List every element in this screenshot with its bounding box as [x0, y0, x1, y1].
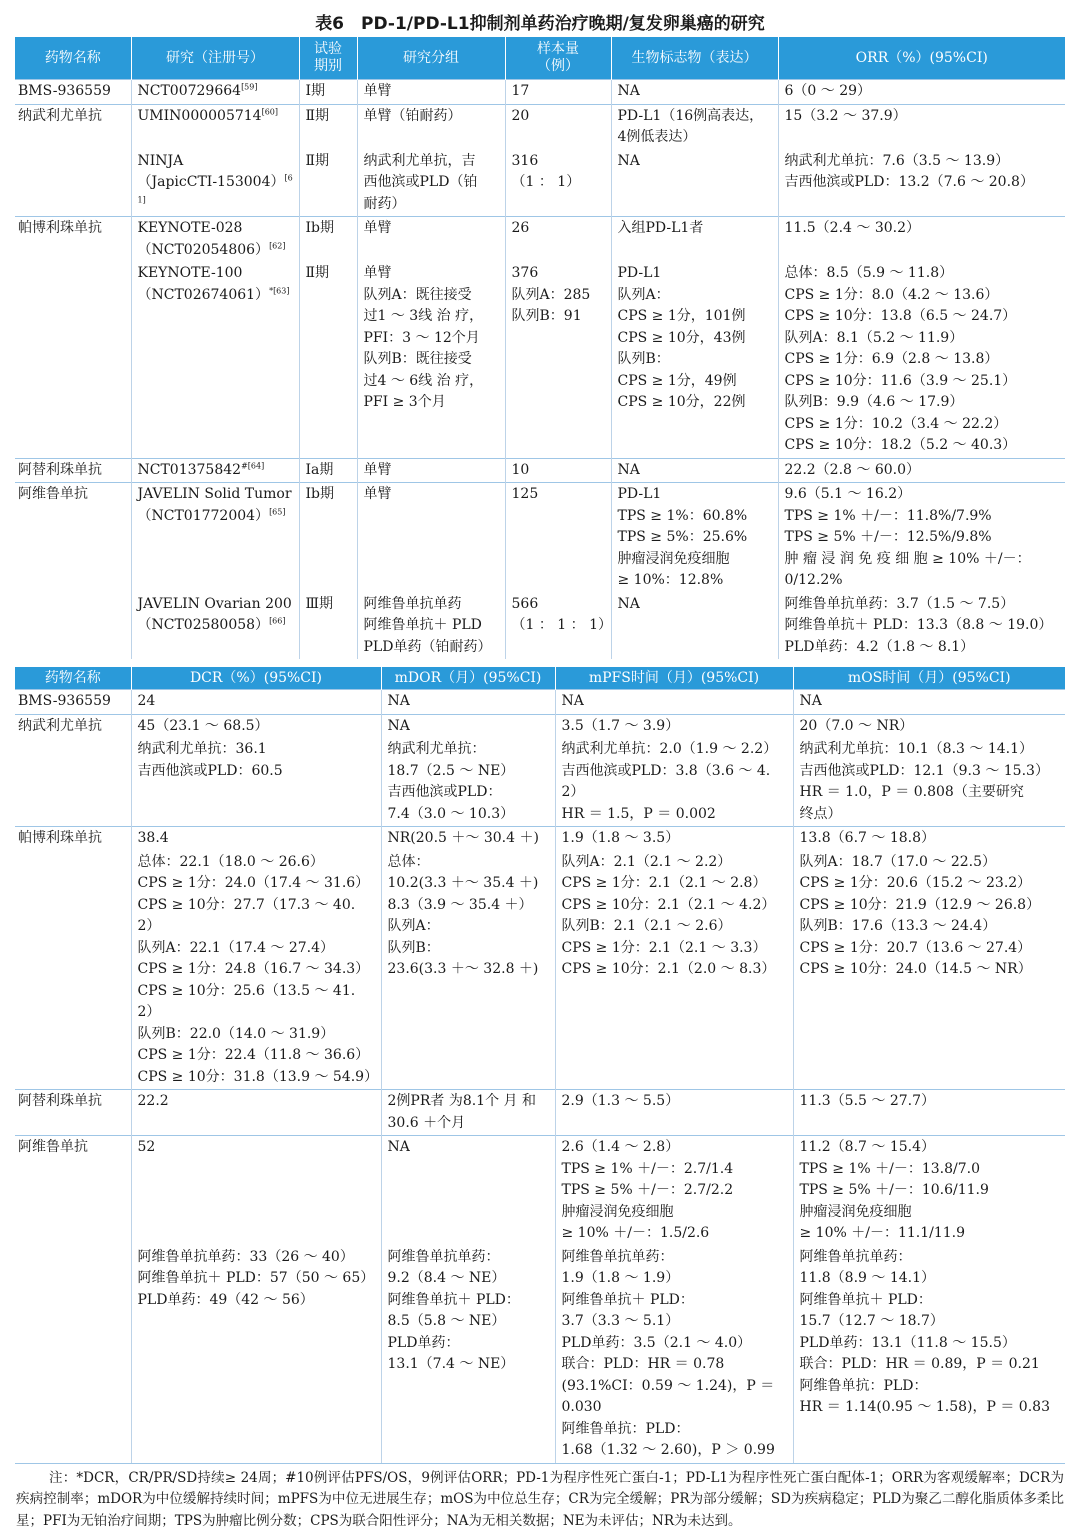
cell-text: 单臂	[364, 462, 392, 478]
cell-orr	[778, 262, 1065, 458]
cell-bio	[611, 217, 778, 263]
cell-text: 15（3.2 ～ 37.9）	[785, 108, 907, 124]
col-header-study: 研究（注册号）	[131, 37, 299, 80]
cell-mos: NA	[793, 690, 1065, 715]
cell-mpfs: 阿维鲁单抗单药： 1.9（1.8 ～ 1.9） 阿维鲁单抗＋ PLD： 3.7（3.3 ～ 5.1） PLD单药：3.5（2.1 ～ 4.0） 联合：PLD：HR ＝ 0.78 (93.1%CI：0.59 ～ 1.24)，P ＝ 0.030 阿维鲁单抗：PLD： 1.68（1.32 ～ 2.60)，P ＞ 0.99	[555, 1246, 793, 1463]
cell-mdor: 纳武利尤单抗： 18.7（2.5 ～ NE） 吉西他滨或PLD： 7.4（3.0 ～ 10.3）	[381, 738, 555, 827]
cell-orr	[778, 593, 1065, 660]
cell-mpfs: 1.9（1.8 ～ 3.5）	[555, 827, 793, 851]
cell-mpfs: 3.5（1.7 ～ 3.9）	[555, 714, 793, 738]
reference-marker: [59]	[241, 82, 257, 91]
table-row	[15, 458, 1065, 483]
cell-text: 单臂（铂耐药）	[364, 108, 462, 124]
cell-orr	[778, 217, 1065, 263]
cell-text: KEYNOTE-100 （NCT02674061）	[138, 265, 270, 303]
cell-bio	[611, 458, 778, 483]
cell-phase	[299, 262, 357, 458]
cell-text: Ⅱ期	[306, 265, 330, 281]
cell-text: 20	[512, 108, 530, 124]
cell-mos: 11.2（8.7 ～ 15.4） TPS ≥ 1% ＋/－：13.8/7.0 TPS ≥ 5% ＋/－：10.6/11.9 肿瘤浸润免疫细胞 ≥ 10% ＋/－：11.1/11.9	[793, 1136, 1065, 1246]
cell-text: NCT01375842	[138, 462, 242, 478]
table-row	[15, 262, 1065, 458]
col-header-drug: 药物名称	[15, 667, 131, 690]
cell-orr	[778, 483, 1065, 593]
cell-bio	[611, 150, 778, 217]
cell-text: 316 （1 ： 1）	[512, 153, 581, 191]
cell-text: PD-L1 队列A： CPS ≥ 1分，101例 CPS ≥ 10分，43例 队列B： CPS ≥ 1分，49例 CPS ≥ 10分，22例	[618, 265, 746, 410]
cell-drug: 帕博利珠单抗	[15, 827, 131, 851]
table-row	[15, 1136, 1065, 1246]
table-row	[15, 150, 1065, 217]
cell-orr	[778, 80, 1065, 105]
cell-drug	[15, 150, 131, 217]
cell-bio	[611, 80, 778, 105]
cell-phase	[299, 483, 357, 593]
cell-mdor: 总体： 10.2(3.3 ＋～ 35.4 ＋) 8.3（3.9 ～ 35.4 ＋） 队列A： 队列B： 23.6(3.3 ＋～ 32.8 ＋)	[381, 851, 555, 1090]
cell-phase	[299, 150, 357, 217]
cell-text: JAVELIN Ovarian 200 （NCT02580058）	[138, 596, 292, 634]
cell-drug: 阿维鲁单抗	[15, 1136, 131, 1246]
cell-group	[357, 80, 505, 105]
cell-n	[505, 150, 611, 217]
cell-mos: 阿维鲁单抗单药： 11.8（8.9 ～ 14.1） 阿维鲁单抗＋ PLD： 15.7（12.7 ～ 18.7） PLD单药：13.1（11.8 ～ 15.5） 联合：PLD：HR ＝ 0.89，P ＝ 0.21 阿维鲁单抗：PLD： HR ＝ 1.14(0.95 ～ 1.58)，P ＝ 0.83	[793, 1246, 1065, 1463]
cell-text: 单臂	[364, 220, 392, 236]
cell-mos: 纳武利尤单抗：10.1（8.3 ～ 14.1） 吉西他滨或PLD：12.1（9.3 ～ 15.3） HR ＝ 1.0，P ＝ 0.808（主要研究 终点）	[793, 738, 1065, 827]
cell-text: 阿替利珠单抗	[18, 462, 102, 478]
cell-n	[505, 262, 611, 458]
cell-text: PD-L1（16例高表达， 4例低表达）	[618, 108, 764, 146]
cell-text: NA	[618, 462, 640, 478]
col-header-biomarker: 生物标志物（表达）	[611, 37, 778, 80]
col-header-orr: ORR（%）(95%CI)	[778, 37, 1065, 80]
cell-text: 帕博利珠单抗	[18, 220, 102, 236]
cell-dcr: 52	[131, 1136, 381, 1246]
cell-drug	[15, 80, 131, 105]
table-row	[15, 104, 1065, 150]
col-header-mos: mOS时间（月）(95%CI)	[793, 667, 1065, 690]
col-header-mpfs: mPFS时间（月）(95%CI)	[555, 667, 793, 690]
cell-mdor: NA	[381, 1136, 555, 1246]
cell-mos: 队列A：18.7（17.0 ～ 22.5） CPS ≥ 1分：20.6（15.2 ～ 23.2） CPS ≥ 10分：21.9（12.9 ～ 26.8） 队列B：17.6（13.3 ～ 24.4） CPS ≥ 1分：20.7（13.6 ～ 27.4） CPS ≥ 10分：24.0（14.5 ～ NR）	[793, 851, 1065, 1090]
cell-drug	[15, 217, 131, 263]
cell-orr	[778, 150, 1065, 217]
cell-mpfs: 2.9（1.3 ～ 5.5）	[555, 1090, 793, 1136]
cell-text: 单臂 队列A：既往接受 过1 ～ 3线 治 疗， PFI：3 ～ 12个月 队列B：既往接受 过4 ～ 6线 治 疗， PFI ≥ 3个月	[364, 265, 484, 410]
cell-dcr: 38.4	[131, 827, 381, 851]
cell-mos: 20（7.0 ～ NR）	[793, 714, 1065, 738]
cell-text: 566 （1 ： 1 ： 1）	[512, 596, 613, 634]
cell-text: UMIN000005714	[138, 108, 262, 124]
cell-drug: 纳武利尤单抗	[15, 714, 131, 738]
table-row	[15, 593, 1065, 660]
table-row	[15, 217, 1065, 263]
cell-text: Ⅱ期	[306, 108, 330, 124]
table-bottom-rule	[15, 1463, 1065, 1464]
cell-group	[357, 458, 505, 483]
cell-drug	[15, 262, 131, 458]
cell-dcr: 45（23.1 ～ 68.5）	[131, 714, 381, 738]
cell-n	[505, 217, 611, 263]
cell-bio	[611, 483, 778, 593]
cell-text: KEYNOTE-028 （NCT02054806）	[138, 220, 270, 258]
cell-phase	[299, 458, 357, 483]
cell-orr	[778, 458, 1065, 483]
reference-marker: [60]	[262, 107, 278, 116]
cell-text: 376 队列A：285 队列B：91	[512, 265, 591, 324]
cell-text: NA	[618, 83, 640, 99]
cell-group	[357, 150, 505, 217]
cell-mdor: NA	[381, 714, 555, 738]
cell-group	[357, 217, 505, 263]
cell-mdor: 阿维鲁单抗单药： 9.2（8.4 ～ NE） 阿维鲁单抗＋ PLD： 8.5（5.8 ～ NE） PLD单药： 13.1（7.4 ～ NE）	[381, 1246, 555, 1463]
cell-mos: 13.8（6.7 ～ 18.8）	[793, 827, 1065, 851]
cell-text: 17	[512, 83, 530, 99]
cell-dcr: 纳武利尤单抗：36.1 吉西他滨或PLD：60.5	[131, 738, 381, 827]
cell-bio	[611, 104, 778, 150]
cell-text: 26	[512, 220, 530, 236]
cell-dcr: 24	[131, 690, 381, 715]
cell-n	[505, 104, 611, 150]
table-row	[15, 1090, 1065, 1136]
table-title: 表6 PD-1/PD-L1抑制剂单药治疗晚期/复发卵巢癌的研究	[0, 0, 1080, 37]
cell-bio	[611, 262, 778, 458]
cell-study	[131, 80, 299, 105]
table-row	[15, 738, 1065, 827]
cell-study	[131, 262, 299, 458]
cell-mdor: NR(20.5 ＋～ 30.4 ＋)	[381, 827, 555, 851]
cell-mos: 11.3（5.5 ～ 27.7）	[793, 1090, 1065, 1136]
table-row	[15, 483, 1065, 593]
cell-text: BMS-936559	[18, 83, 111, 99]
cell-study	[131, 150, 299, 217]
table-1	[15, 37, 1065, 659]
cell-group	[357, 104, 505, 150]
cell-dcr: 22.2	[131, 1090, 381, 1136]
cell-drug	[15, 738, 131, 827]
cell-text: Ⅰb期	[306, 220, 335, 236]
table-2-body	[15, 690, 1065, 1463]
table-2-header	[15, 667, 1065, 690]
cell-study	[131, 217, 299, 263]
cell-text: 125	[512, 486, 539, 502]
cell-orr	[778, 104, 1065, 150]
col-header-phase: 试验 期别	[299, 37, 357, 80]
cell-text: NINJA （JapicCTI-153004）	[138, 153, 285, 191]
cell-group	[357, 483, 505, 593]
cell-bio	[611, 593, 778, 660]
cell-text: 总体：8.5（5.9 ～ 11.8） CPS ≥ 1分：8.0（4.2 ～ 13.6） CPS ≥ 10分：13.8（6.5 ～ 24.7） 队列A：8.1（5.2 ～ 11.9） CPS ≥ 1分：6.9（2.8 ～ 13.8） CPS ≥ 10分：11.6（3.9 ～ 25.1） 队列B：9.9（4.6 ～ 17.9） CPS ≥ 1分：10.2（3.4 ～ 22.2） CPS ≥ 10分：18.2（5.2 ～ 40.3）	[785, 265, 1017, 453]
cell-dcr: 阿维鲁单抗单药：33（26 ～ 40） 阿维鲁单抗＋ PLD：57（50 ～ 65） PLD单药：49（42 ～ 56）	[131, 1246, 381, 1463]
reference-marker: *[63]	[269, 286, 289, 295]
reference-marker: [62]	[269, 241, 285, 250]
cell-phase	[299, 104, 357, 150]
table-row	[15, 827, 1065, 851]
cell-text: NA	[618, 596, 640, 612]
reference-marker: [66]	[269, 616, 285, 625]
col-header-sample: 样本量 （例）	[505, 37, 611, 80]
cell-n	[505, 593, 611, 660]
cell-study	[131, 593, 299, 660]
cell-text: 纳武利尤单抗	[18, 108, 102, 124]
cell-text: Ⅲ期	[306, 596, 334, 612]
cell-text: Ⅰ期	[306, 83, 326, 99]
cell-group	[357, 262, 505, 458]
cell-text: 11.5（2.4 ～ 30.2）	[785, 220, 921, 236]
cell-phase	[299, 217, 357, 263]
cell-study	[131, 104, 299, 150]
cell-n	[505, 483, 611, 593]
cell-group	[357, 593, 505, 660]
cell-text: 单臂	[364, 83, 392, 99]
cell-text: 阿维鲁单抗	[18, 486, 88, 502]
cell-text: 6（0 ～ 29）	[785, 83, 872, 99]
cell-text: Ⅰb期	[306, 486, 335, 502]
reference-marker: #[64]	[241, 461, 264, 470]
cell-mpfs: NA	[555, 690, 793, 715]
cell-phase	[299, 80, 357, 105]
cell-n	[505, 458, 611, 483]
cell-text: 22.2（2.8 ～ 60.0）	[785, 462, 921, 478]
cell-n	[505, 80, 611, 105]
cell-mpfs: 纳武利尤单抗：2.0（1.9 ～ 2.2） 吉西他滨或PLD：3.8（3.6 ～ 4.2） HR ＝ 1.5，P ＝ 0.002	[555, 738, 793, 827]
cell-text: Ⅱ期	[306, 153, 330, 169]
table-row	[15, 1246, 1065, 1463]
col-header-drug: 药物名称	[15, 37, 131, 80]
cell-study	[131, 483, 299, 593]
col-header-group: 研究分组	[357, 37, 505, 80]
cell-drug	[15, 458, 131, 483]
table-row	[15, 80, 1065, 105]
col-header-mdor: mDOR（月）(95%CI)	[381, 667, 555, 690]
cell-drug: BMS-936559	[15, 690, 131, 715]
cell-text: JAVELIN Solid Tumor （NCT01772004）	[138, 486, 292, 524]
cell-text: 单臂	[364, 486, 392, 502]
cell-text: 入组PD-L1者	[618, 220, 704, 236]
cell-drug	[15, 483, 131, 593]
cell-mdor: 2例PR者 为8.1个 月 和 30.6 ＋个月	[381, 1090, 555, 1136]
table-row	[15, 851, 1065, 1090]
cell-text: 纳武利尤单抗，吉 西他滨或PLD（铂 耐药）	[364, 153, 478, 212]
cell-text: Ⅰa期	[306, 462, 334, 478]
table-row	[15, 690, 1065, 715]
table-2	[15, 667, 1065, 1463]
table-row	[15, 714, 1065, 738]
cell-text: NCT00729664	[138, 83, 242, 99]
cell-text: NA	[618, 153, 640, 169]
cell-mpfs: 队列A：2.1（2.1 ～ 2.2） CPS ≥ 1分：2.1（2.1 ～ 2.8） CPS ≥ 10分：2.1（2.1 ～ 4.2） 队列B：2.1（2.1 ～ 2.6） CPS ≥ 1分：2.1（2.1 ～ 3.3） CPS ≥ 10分：2.1（2.0 ～ 8.3）	[555, 851, 793, 1090]
cell-drug	[15, 851, 131, 1090]
reference-marker: [61]	[138, 173, 293, 204]
cell-drug	[15, 593, 131, 660]
cell-text: 阿维鲁单抗单药：3.7（1.5 ～ 7.5） 阿维鲁单抗＋ PLD：13.3（8.8 ～ 19.0） PLD单药：4.2（1.8 ～ 8.1）	[785, 596, 1053, 655]
cell-mpfs: 2.6（1.4 ～ 2.8） TPS ≥ 1% ＋/－：2.7/1.4 TPS ≥ 5% ＋/－：2.7/2.2 肿瘤浸润免疫细胞 ≥ 10% ＋/－：1.5/2.6	[555, 1136, 793, 1246]
table-1-body	[15, 80, 1065, 660]
cell-drug	[15, 1246, 131, 1463]
cell-text: 纳武利尤单抗：7.6（3.5 ～ 13.9） 吉西他滨或PLD：13.2（7.6 ～ 20.8）	[785, 153, 1034, 191]
cell-drug: 阿替利珠单抗	[15, 1090, 131, 1136]
table-note: 注：*DCR，CR/PR/SD持续≥ 24周；#10例评估PFS/OS，9例评估ORR；PD-1为程序性死亡蛋白-1；PD-L1为程序性死亡蛋白配体-1；ORR为客观缓解率；DCR为疾病控制率；mDOR为中位缓解持续时间；mPFS为中位无进展生存；mOS为中位总生存；CR为完全缓解；PR为部分缓解；SD为疾病稳定；PLD为聚乙二醇化脂质体多柔比星；PFI为无铂治疗间期；TPS为肿瘤比例分数；CPS为联合阳性评分；NA为无相关数据；NE为未评估；NR为未达到。	[16, 1468, 1064, 1532]
reference-marker: [65]	[269, 507, 285, 516]
cell-mdor: NA	[381, 690, 555, 715]
cell-text: PD-L1 TPS ≥ 1%：60.8% TPS ≥ 5%：25.6% 肿瘤浸润免疫细胞 ≥ 10%：12.8%	[618, 486, 748, 588]
cell-text: 9.6（5.1 ～ 16.2） TPS ≥ 1% ＋/－：11.8%/7.9% TPS ≥ 5% ＋/－：12.5%/9.8% 肿 瘤 浸 润 免 疫 细 胞 ≥ 10% ＋/－： 0/12.2%	[785, 486, 1031, 588]
col-header-dcr: DCR（%）(95%CI)	[131, 667, 381, 690]
cell-phase	[299, 593, 357, 660]
cell-text: 阿维鲁单抗单药 阿维鲁单抗＋ PLD PLD单药（铂耐药）	[364, 596, 492, 655]
table-1-header	[15, 37, 1065, 80]
cell-text: 10	[512, 462, 530, 478]
cell-dcr: 总体：22.1（18.0 ～ 26.6） CPS ≥ 1分：24.0（17.4 ～ 31.6） CPS ≥ 10分：27.7（17.3 ～ 40.2） 队列A：22.1（17.4 ～ 27.4） CPS ≥ 1分：24.8（16.7 ～ 34.3） CPS ≥ 10分：25.6（13.5 ～ 41.2） 队列B：22.0（14.0 ～ 31.9） CPS ≥ 1分：22.4（11.8 ～ 36.6） CPS ≥ 10分：31.8（13.9 ～ 54.9）	[131, 851, 381, 1090]
cell-drug	[15, 104, 131, 150]
cell-study	[131, 458, 299, 483]
